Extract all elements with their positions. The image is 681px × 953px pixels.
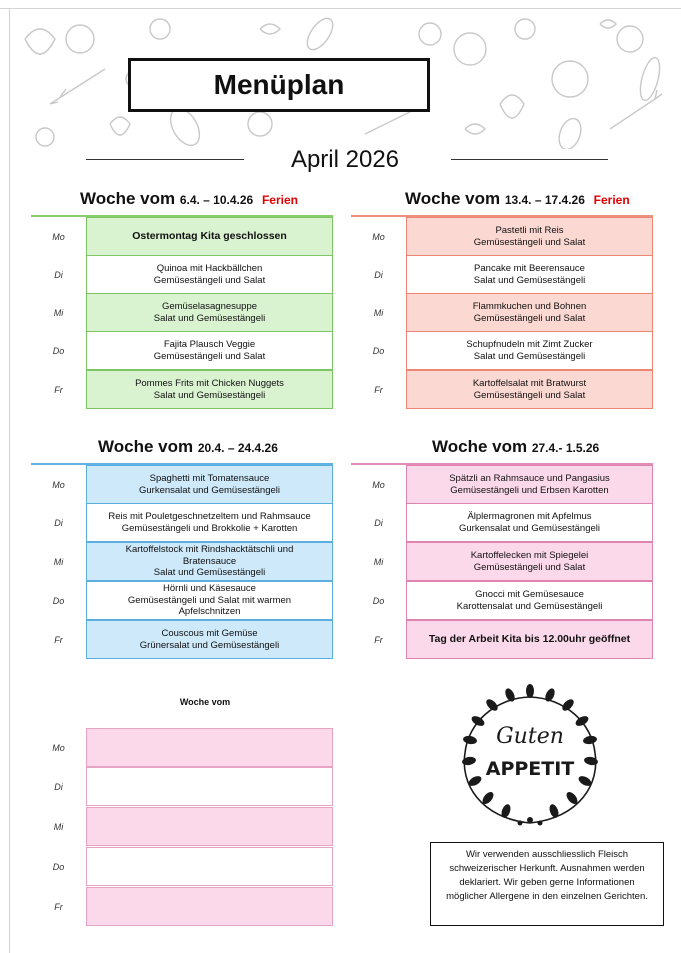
- day-label: Do: [372, 595, 385, 606]
- week-4-dates: 27.4.- 1.5.26: [531, 441, 600, 455]
- menu-line: Gemüselasagnesuppe: [161, 301, 258, 312]
- menu-line: Hörnli und Käsesauce: [163, 583, 256, 595]
- menu-line: Gemüsestängeli und Salat: [473, 312, 586, 324]
- table-row: [31, 503, 333, 542]
- week-1-table: [31, 215, 333, 410]
- day-label: Di: [54, 781, 63, 792]
- menu-cell: [406, 255, 653, 294]
- table-row: [31, 581, 333, 620]
- week-2-heading: [405, 189, 630, 209]
- menu-line: Salat und Gemüsestängeli: [153, 567, 266, 579]
- week-4-label: Woche vom: [432, 437, 528, 456]
- table-row: [31, 887, 333, 926]
- menu-line: Gemüsestängeli und Brokkolie + Karotten: [121, 522, 298, 534]
- menu-line: Salat und Gemüsestängeli: [153, 312, 266, 324]
- week-2-dates: 13.4. – 17.4.26: [504, 193, 585, 207]
- day-label: Do: [52, 345, 65, 356]
- menu-cell: [86, 728, 333, 767]
- table-row: [351, 370, 653, 409]
- month-rule-right: [451, 159, 608, 160]
- menu-cell: [86, 847, 333, 886]
- menu-line: Salat und Gemüsestängeli: [153, 389, 266, 401]
- week-3-heading: [98, 437, 278, 457]
- table-row: [351, 542, 653, 581]
- menu-cell: [86, 503, 333, 542]
- week-3-dates: 20.4. – 24.4.26: [197, 441, 278, 455]
- week-3-table: [31, 463, 333, 660]
- menu-line: Gurkensalat und Gemüsestängeli: [139, 484, 280, 496]
- day-label: Do: [372, 345, 385, 356]
- menu-line: Reis mit Pouletgeschnetzeltem und Rahmsauce: [108, 511, 311, 522]
- table-row: [31, 767, 333, 806]
- day-label: Mi: [53, 821, 64, 832]
- menu-line: Kartoffelecken mit Spiegelei: [470, 550, 589, 561]
- day-label: Di: [374, 517, 383, 528]
- week-2-ferien: Ferien: [593, 193, 630, 207]
- menu-line: Schupfnudeln mit Zimt Zucker: [466, 339, 593, 350]
- menu-cell: [86, 887, 333, 926]
- day-label: Fr: [54, 901, 63, 912]
- menu-line: Grünersalat und Gemüsestängeli: [139, 639, 280, 651]
- empty-week-table: [31, 728, 333, 927]
- table-row: [31, 542, 333, 581]
- table-row: [351, 465, 653, 504]
- menu-line: Ostermontag Kita geschlossen: [132, 229, 287, 242]
- day-label: Do: [52, 861, 65, 872]
- day-label: Fr: [374, 384, 383, 395]
- page-title: Menüplan: [213, 69, 345, 100]
- day-label: Mo: [52, 742, 65, 753]
- menu-line: Salat und Gemüsestängeli: [473, 274, 586, 286]
- menu-line: Gemüsestängeli und Salat: [473, 389, 586, 401]
- table-row: [351, 503, 653, 542]
- menu-cell: [86, 620, 333, 659]
- day-label: Mo: [372, 231, 385, 242]
- menu-line: Bratensauce: [182, 555, 237, 567]
- menu-cell: [86, 581, 333, 620]
- menu-line: Gemüsestängeli und Salat: [473, 561, 586, 573]
- menu-line: Gnocci mit Gemüsesauce: [475, 589, 584, 600]
- menu-line: Älplermagronen mit Apfelmus: [467, 511, 592, 522]
- day-label: Di: [54, 517, 63, 528]
- table-row: [31, 293, 333, 332]
- logo-text-appetit: APPETIT: [485, 758, 575, 780]
- menu-line: Karottensalat und Gemüsestängeli: [456, 600, 603, 612]
- page-edge-left: [9, 8, 10, 953]
- day-label: Do: [52, 595, 65, 606]
- day-label: Fr: [374, 634, 383, 645]
- menu-cell: [406, 217, 653, 256]
- menu-cell: [406, 542, 653, 581]
- menu-line: Apfelschnitzen: [178, 606, 241, 618]
- menu-line: Gemüsestängeli und Salat: [153, 350, 266, 362]
- menu-line: Pastetli mit Reis: [495, 225, 564, 236]
- week-2-label: Woche vom: [405, 189, 501, 208]
- table-row: [351, 293, 653, 332]
- menu-cell: [86, 767, 333, 806]
- table-row: [31, 331, 333, 370]
- week-1-dates: 6.4. – 10.4.26: [179, 193, 254, 207]
- menu-cell: [406, 620, 653, 659]
- menu-line: Kartoffelstock mit Rindshacktätschli und: [125, 544, 294, 556]
- menu-line: Gurkensalat und Gemüsestängeli: [459, 522, 600, 534]
- menu-cell: [406, 465, 653, 504]
- table-row: [351, 331, 653, 370]
- menu-cell: [406, 503, 653, 542]
- table-row: [351, 620, 653, 659]
- guten-appetit-wreath-logo: [450, 683, 610, 833]
- month-rule-left: [86, 159, 244, 160]
- menu-cell: [406, 293, 653, 332]
- week-3-label: Woche vom: [98, 437, 194, 456]
- table-row: [351, 217, 653, 256]
- menu-line: Tag der Arbeit Kita bis 12.00uhr geöffnet: [428, 632, 631, 645]
- day-label: Mi: [53, 307, 64, 318]
- menu-line: Flammkuchen und Bohnen: [472, 301, 587, 312]
- title-box: [128, 58, 430, 112]
- menu-cell: [406, 581, 653, 620]
- table-row: [31, 255, 333, 294]
- menu-line: Fajita Plausch Veggie: [163, 339, 256, 350]
- table-row: [31, 847, 333, 886]
- menu-line: Spaghetti mit Tomatensauce: [149, 473, 270, 484]
- week-1-ferien: Ferien: [261, 193, 298, 207]
- menu-line: Gemüsestängeli und Erbsen Karotten: [450, 484, 609, 496]
- week-4-table: [351, 463, 653, 660]
- table-row: [31, 807, 333, 846]
- menu-cell: [86, 542, 333, 581]
- meat-origin-notice: Wir verwenden ausschliesslich Fleisch schweizerischer Herkunft. Ausnahmen werden deklariert. Wir geben gerne Informationen möglicher Allergene in den einzelnen Gerichten.: [430, 842, 664, 926]
- menu-line: Pancake mit Beerensauce: [474, 263, 585, 274]
- table-row: [31, 620, 333, 659]
- menu-cell: [86, 217, 333, 256]
- table-row: [31, 465, 333, 504]
- menu-line: Salat und Gemüsestängeli: [473, 350, 586, 362]
- table-row: [351, 255, 653, 294]
- day-label: Mo: [52, 231, 65, 242]
- menu-cell: [86, 807, 333, 846]
- week-4-heading: [432, 437, 599, 457]
- menu-line: Gemüsestängeli und Salat: [473, 236, 586, 248]
- week-1-heading: [80, 189, 298, 209]
- week-2-table: [351, 215, 653, 410]
- menu-cell: [406, 370, 653, 409]
- day-label: Mo: [372, 479, 385, 490]
- logo-text-guten: Guten: [496, 724, 564, 749]
- day-label: Mi: [373, 556, 384, 567]
- table-row: [351, 581, 653, 620]
- menu-cell: [406, 331, 653, 370]
- menu-line: Kartoffelsalat mit Bratwurst: [472, 378, 587, 389]
- menu-line: Gemüsestängeli und Salat: [153, 274, 266, 286]
- menu-cell: [86, 465, 333, 504]
- day-label: Di: [374, 269, 383, 280]
- menu-line: Gemüsestängeli und Salat mit warmen: [127, 594, 292, 606]
- menu-line: Couscous mit Gemüse: [161, 628, 258, 639]
- menu-cell: [86, 255, 333, 294]
- day-label: Fr: [54, 384, 63, 395]
- menu-line: Quinoa mit Hackbällchen: [156, 263, 263, 274]
- table-row: [31, 370, 333, 409]
- day-label: Mo: [52, 479, 65, 490]
- menu-cell: [86, 370, 333, 409]
- day-label: Di: [54, 269, 63, 280]
- menu-cell: [86, 331, 333, 370]
- week-1-label: Woche vom: [80, 189, 176, 208]
- menu-line: Spätzli an Rahmsauce und Pangasius: [449, 473, 610, 484]
- month-heading: April 2026: [290, 146, 400, 173]
- menu-line: Pommes Frits mit Chicken Nuggets: [135, 378, 284, 389]
- day-label: Mi: [373, 307, 384, 318]
- table-row: [31, 728, 333, 767]
- menu-cell: [86, 293, 333, 332]
- empty-week-heading: Woche vom: [179, 697, 231, 707]
- day-label: Mi: [53, 556, 64, 567]
- table-row: [31, 217, 333, 256]
- day-label: Fr: [54, 634, 63, 645]
